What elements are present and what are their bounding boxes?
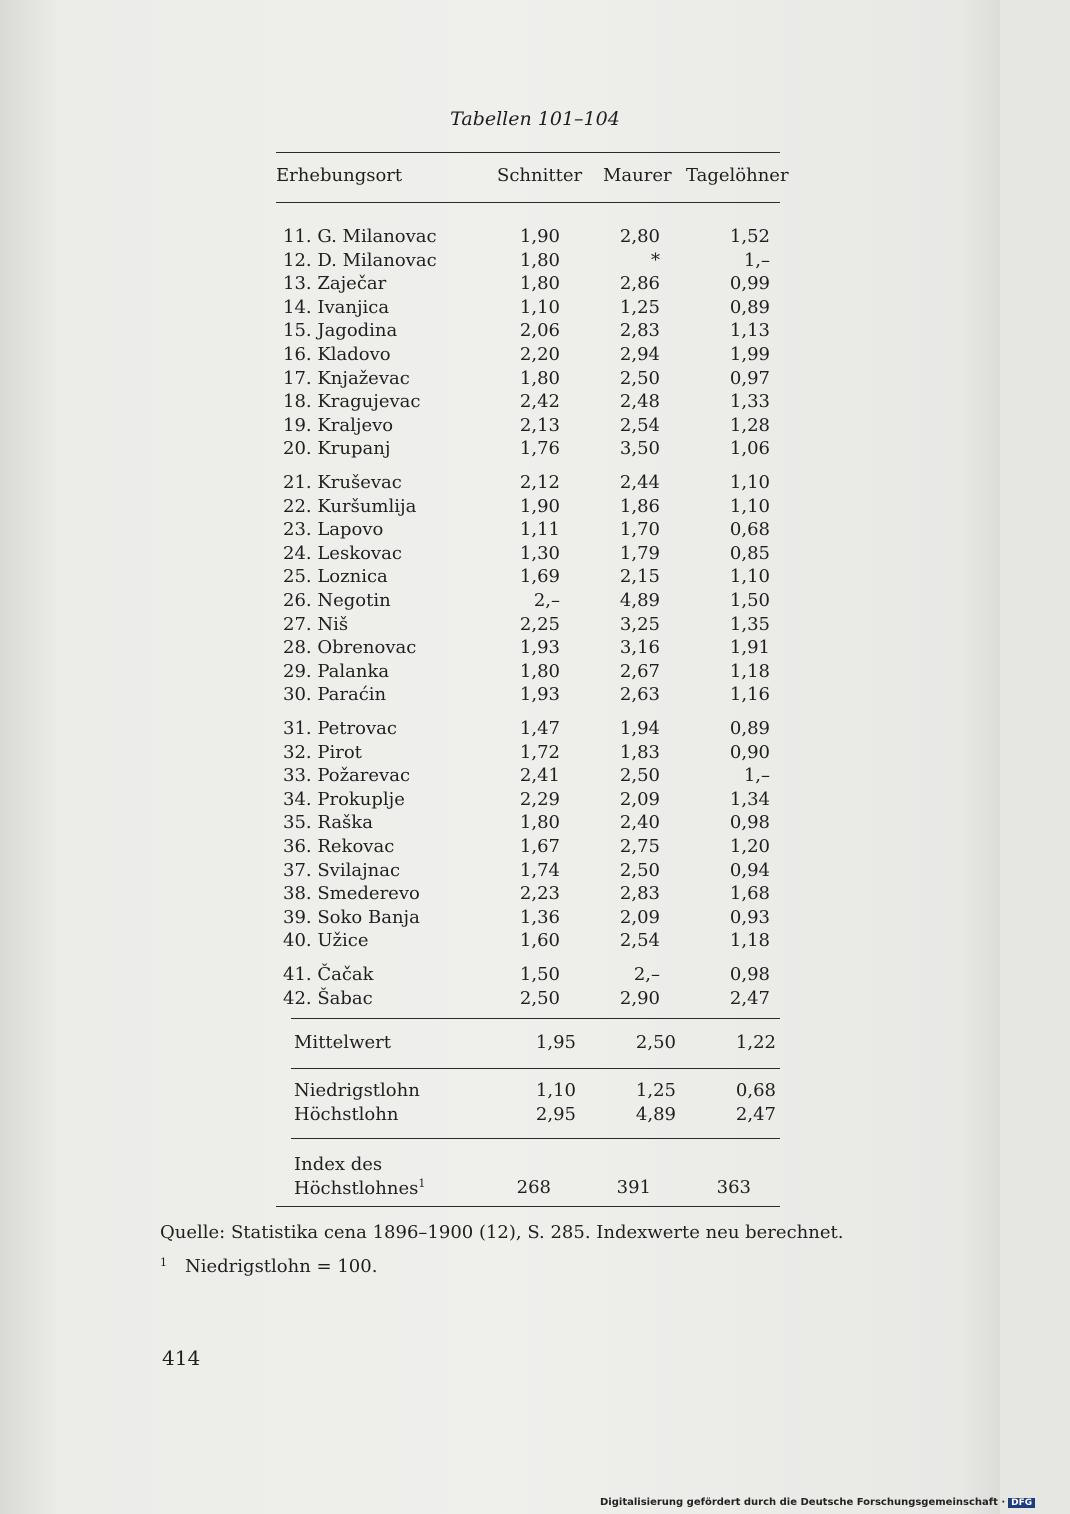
table-row xyxy=(0,368,1000,392)
maurer-value: 1,94 xyxy=(619,718,660,739)
place-name: 37. Svilajnac xyxy=(283,859,401,881)
maurer-value: 3,50 xyxy=(619,438,660,460)
summary-tageloehner-value: 0,68 xyxy=(735,1080,776,1101)
place-name: 23. Lapovo xyxy=(283,519,384,541)
tageloehner-value: 0,89 xyxy=(729,296,770,318)
maurer-value: 1,86 xyxy=(619,495,660,517)
summary-maurer-value: 2,50 xyxy=(635,1032,676,1053)
tageloehner-value: 1,18 xyxy=(729,660,770,682)
table-row xyxy=(0,391,1000,415)
table-top-rule xyxy=(276,152,780,153)
maurer-value: * xyxy=(651,249,660,271)
maurer-value: 2,48 xyxy=(619,391,660,413)
schnitter-value: 1,67 xyxy=(519,836,560,857)
maurer-value: 2,50 xyxy=(619,859,660,881)
tageloehner-value: 1,16 xyxy=(729,684,770,706)
place-name: 21. Kruševac xyxy=(283,472,402,493)
schnitter-value: 1,93 xyxy=(519,684,560,706)
page-number: 414 xyxy=(162,1346,201,1370)
place-name: 30. Paraćin xyxy=(283,684,387,706)
schnitter-value: 1,11 xyxy=(519,519,560,541)
dfg-credit xyxy=(600,1497,1035,1508)
maurer-value: 2,83 xyxy=(619,320,660,342)
maurer-value: 2,83 xyxy=(619,883,660,905)
schnitter-value: 1,80 xyxy=(519,367,560,389)
table-row xyxy=(0,637,1000,661)
place-name: 12. D. Milanovac xyxy=(283,249,437,271)
table-row xyxy=(0,661,1000,685)
maurer-value: 2,80 xyxy=(619,226,660,247)
column-header-tageloehner: Tagelöhner xyxy=(686,165,789,186)
maurer-value: 3,25 xyxy=(619,613,660,635)
maurer-value: 2,44 xyxy=(619,472,660,493)
schnitter-value: 1,69 xyxy=(519,566,560,588)
tageloehner-value: 1,10 xyxy=(729,472,770,493)
footnote-text: Niedrigstlohn = 100. xyxy=(185,1256,378,1277)
schnitter-value: 2,29 xyxy=(519,788,560,810)
maurer-value: 2,09 xyxy=(619,906,660,928)
summary-maurer-value: 1,25 xyxy=(635,1080,676,1101)
maurer-value: 2,90 xyxy=(619,987,660,1009)
schnitter-value: 1,80 xyxy=(519,273,560,295)
page-header-title: Tabellen 101–104 xyxy=(450,108,620,130)
table-row xyxy=(0,812,1000,836)
tageloehner-value: 1,50 xyxy=(729,590,770,611)
tageloehner-value: 1,91 xyxy=(729,637,770,659)
maurer-value: 2,– xyxy=(633,964,660,985)
tageloehner-value: 0,68 xyxy=(729,519,770,541)
place-name: 35. Raška xyxy=(283,812,373,834)
tageloehner-value: 1,33 xyxy=(729,391,770,413)
summary-label: Mittelwert xyxy=(294,1032,391,1053)
table-row xyxy=(0,415,1000,439)
table-row xyxy=(0,297,1000,321)
tageloehner-value: 0,90 xyxy=(729,741,770,763)
tageloehner-value: 1,06 xyxy=(729,438,770,460)
summary-maurer-value: 4,89 xyxy=(635,1104,676,1125)
tageloehner-value: 1,99 xyxy=(729,344,770,365)
schnitter-value: 2,23 xyxy=(519,883,560,905)
tageloehner-value: 1,– xyxy=(743,765,770,787)
summary-schnitter-value: 268 xyxy=(516,1177,551,1198)
table-row xyxy=(0,250,1000,274)
table-row xyxy=(0,860,1000,884)
table-row xyxy=(0,320,1000,344)
place-name: 11. G. Milanovac xyxy=(283,226,437,247)
tageloehner-value: 2,47 xyxy=(729,987,770,1009)
tageloehner-value: 0,93 xyxy=(729,906,770,928)
schnitter-value: 1,47 xyxy=(519,718,560,739)
table-row xyxy=(0,964,1000,988)
table-row xyxy=(0,226,1000,250)
maurer-value: 1,25 xyxy=(619,296,660,318)
maurer-value: 1,70 xyxy=(619,519,660,541)
table-row xyxy=(0,718,1000,742)
tageloehner-value: 1,10 xyxy=(729,495,770,517)
table-row xyxy=(0,519,1000,543)
schnitter-value: 1,10 xyxy=(519,296,560,318)
table-row xyxy=(0,273,1000,297)
tageloehner-value: 1,34 xyxy=(729,788,770,810)
column-header-schnitter: Schnitter xyxy=(497,165,583,186)
schnitter-value: 2,06 xyxy=(519,320,560,342)
summary-tageloehner-value: 1,22 xyxy=(735,1032,776,1053)
maurer-value: 2,09 xyxy=(619,788,660,810)
summary-label xyxy=(294,1177,425,1199)
table-row xyxy=(0,883,1000,907)
schnitter-value: 2,50 xyxy=(519,987,560,1009)
tageloehner-value: 0,94 xyxy=(729,859,770,881)
schnitter-value: 1,50 xyxy=(519,964,560,985)
maurer-value: 2,86 xyxy=(619,273,660,295)
summary-tageloehner-value: 363 xyxy=(716,1177,751,1198)
place-name: 38. Smederevo xyxy=(283,883,420,905)
tageloehner-value: 1,– xyxy=(743,249,770,271)
mittelwert-rule xyxy=(291,1068,780,1069)
dfg-credit-text: Digitalisierung gefördert durch die Deutsche Forschungsgemeinschaft · xyxy=(600,1497,1006,1508)
table-row xyxy=(0,344,1000,368)
table-row xyxy=(0,543,1000,567)
table-row xyxy=(0,496,1000,520)
rows-bottom-rule xyxy=(291,1018,780,1019)
summary-schnitter-value: 2,95 xyxy=(535,1104,576,1125)
table-row xyxy=(0,684,1000,708)
place-name: 17. Knjaževac xyxy=(283,367,410,389)
summary-label-text: Höchstlohnes xyxy=(294,1178,419,1199)
table-row xyxy=(0,930,1000,954)
footnote-marker: 1 xyxy=(418,1177,426,1190)
place-name: 22. Kuršumlija xyxy=(283,495,417,517)
place-name: 24. Leskovac xyxy=(283,542,402,564)
tageloehner-value: 0,99 xyxy=(729,273,770,295)
footnote xyxy=(160,1256,377,1277)
tageloehner-value: 1,68 xyxy=(729,883,770,905)
summary-label: Niedrigstlohn xyxy=(294,1080,420,1101)
maurer-value: 2,15 xyxy=(619,566,660,588)
maurer-value: 3,16 xyxy=(619,637,660,659)
place-name: 20. Krupanj xyxy=(283,438,391,460)
tageloehner-value: 0,85 xyxy=(729,542,770,564)
tageloehner-value: 1,52 xyxy=(729,226,770,247)
summary-label: Index des xyxy=(294,1154,383,1175)
place-name: 25. Loznica xyxy=(283,566,388,588)
schnitter-value: 1,80 xyxy=(519,660,560,682)
schnitter-value: 1,93 xyxy=(519,637,560,659)
table-row xyxy=(0,789,1000,813)
place-name: 29. Palanka xyxy=(283,660,390,682)
table-row xyxy=(0,566,1000,590)
table-row xyxy=(0,438,1000,462)
column-header-maurer: Maurer xyxy=(603,165,672,186)
maurer-value: 2,75 xyxy=(619,836,660,857)
schnitter-value: 2,20 xyxy=(519,344,560,365)
table-row xyxy=(0,907,1000,931)
tageloehner-value: 1,35 xyxy=(729,613,770,635)
hoechst-rule xyxy=(291,1138,780,1139)
table-row xyxy=(0,988,1000,1012)
table-row xyxy=(0,742,1000,766)
footnote-marker: 1 xyxy=(160,1256,167,1269)
schnitter-value: 1,76 xyxy=(519,438,560,460)
table-row xyxy=(0,765,1000,789)
schnitter-value: 1,36 xyxy=(519,906,560,928)
table-header-rule xyxy=(276,202,780,203)
place-name: 39. Soko Banja xyxy=(283,906,420,928)
schnitter-value: 2,42 xyxy=(519,391,560,413)
place-name: 41. Čačak xyxy=(283,964,374,985)
schnitter-value: 1,80 xyxy=(519,812,560,834)
table-row xyxy=(0,590,1000,614)
tageloehner-value: 0,98 xyxy=(729,812,770,834)
place-name: 19. Kraljevo xyxy=(283,414,394,436)
maurer-value: 1,79 xyxy=(619,542,660,564)
place-name: 31. Petrovac xyxy=(283,718,397,739)
place-name: 40. Užice xyxy=(283,930,369,952)
schnitter-value: 1,74 xyxy=(519,859,560,881)
schnitter-value: 2,13 xyxy=(519,414,560,436)
summary-tageloehner-value: 2,47 xyxy=(735,1104,776,1125)
summary-label: Höchstlohn xyxy=(294,1104,399,1125)
tageloehner-value: 1,28 xyxy=(729,414,770,436)
place-name: 36. Rekovac xyxy=(283,836,395,857)
place-name: 34. Prokuplje xyxy=(283,788,405,810)
maurer-value: 1,83 xyxy=(619,741,660,763)
schnitter-value: 1,72 xyxy=(519,741,560,763)
place-name: 26. Negotin xyxy=(283,590,391,611)
tageloehner-value: 1,18 xyxy=(729,930,770,952)
place-name: 15. Jagodina xyxy=(283,320,398,342)
tageloehner-value: 1,10 xyxy=(729,566,770,588)
schnitter-value: 1,90 xyxy=(519,226,560,247)
maurer-value: 2,54 xyxy=(619,414,660,436)
schnitter-value: 1,90 xyxy=(519,495,560,517)
source-note: Quelle: Statistika cena 1896–1900 (12), S. 285. Indexwerte neu berechnet. xyxy=(160,1222,844,1243)
schnitter-value: 1,60 xyxy=(519,930,560,952)
schnitter-value: 2,– xyxy=(533,590,560,611)
place-name: 28. Obrenovac xyxy=(283,637,417,659)
summary-maurer-value: 391 xyxy=(616,1177,651,1198)
summary-schnitter-value: 1,95 xyxy=(535,1032,576,1053)
dfg-logo-icon: DFG xyxy=(1008,1498,1035,1508)
maurer-value: 2,63 xyxy=(619,684,660,706)
place-name: 13. Zaječar xyxy=(283,273,387,295)
place-name: 32. Pirot xyxy=(283,741,362,763)
tageloehner-value: 1,13 xyxy=(729,320,770,342)
table-row xyxy=(0,472,1000,496)
place-name: 18. Kragujevac xyxy=(283,391,421,413)
column-header-place: Erhebungsort xyxy=(276,165,403,186)
schnitter-value: 2,25 xyxy=(519,613,560,635)
schnitter-value: 2,41 xyxy=(519,765,560,787)
place-name: 42. Šabac xyxy=(283,987,373,1009)
table-row xyxy=(0,836,1000,860)
maurer-value: 2,67 xyxy=(619,660,660,682)
schnitter-value: 1,30 xyxy=(519,542,560,564)
summary-schnitter-value: 1,10 xyxy=(535,1080,576,1101)
maurer-value: 4,89 xyxy=(619,590,660,611)
table-row xyxy=(0,614,1000,638)
schnitter-value: 1,80 xyxy=(519,249,560,271)
maurer-value: 2,50 xyxy=(619,367,660,389)
schnitter-value: 2,12 xyxy=(519,472,560,493)
tageloehner-value: 1,20 xyxy=(729,836,770,857)
place-name: 16. Kladovo xyxy=(283,344,391,365)
place-name: 14. Ivanjica xyxy=(283,296,390,318)
maurer-value: 2,40 xyxy=(619,812,660,834)
maurer-value: 2,94 xyxy=(619,344,660,365)
maurer-value: 2,50 xyxy=(619,765,660,787)
place-name: 27. Niš xyxy=(283,613,349,635)
place-name: 33. Požarevac xyxy=(283,765,411,787)
tageloehner-value: 0,97 xyxy=(729,367,770,389)
maurer-value: 2,54 xyxy=(619,930,660,952)
table-bottom-rule xyxy=(276,1206,780,1207)
tageloehner-value: 0,89 xyxy=(729,718,770,739)
tageloehner-value: 0,98 xyxy=(729,964,770,985)
